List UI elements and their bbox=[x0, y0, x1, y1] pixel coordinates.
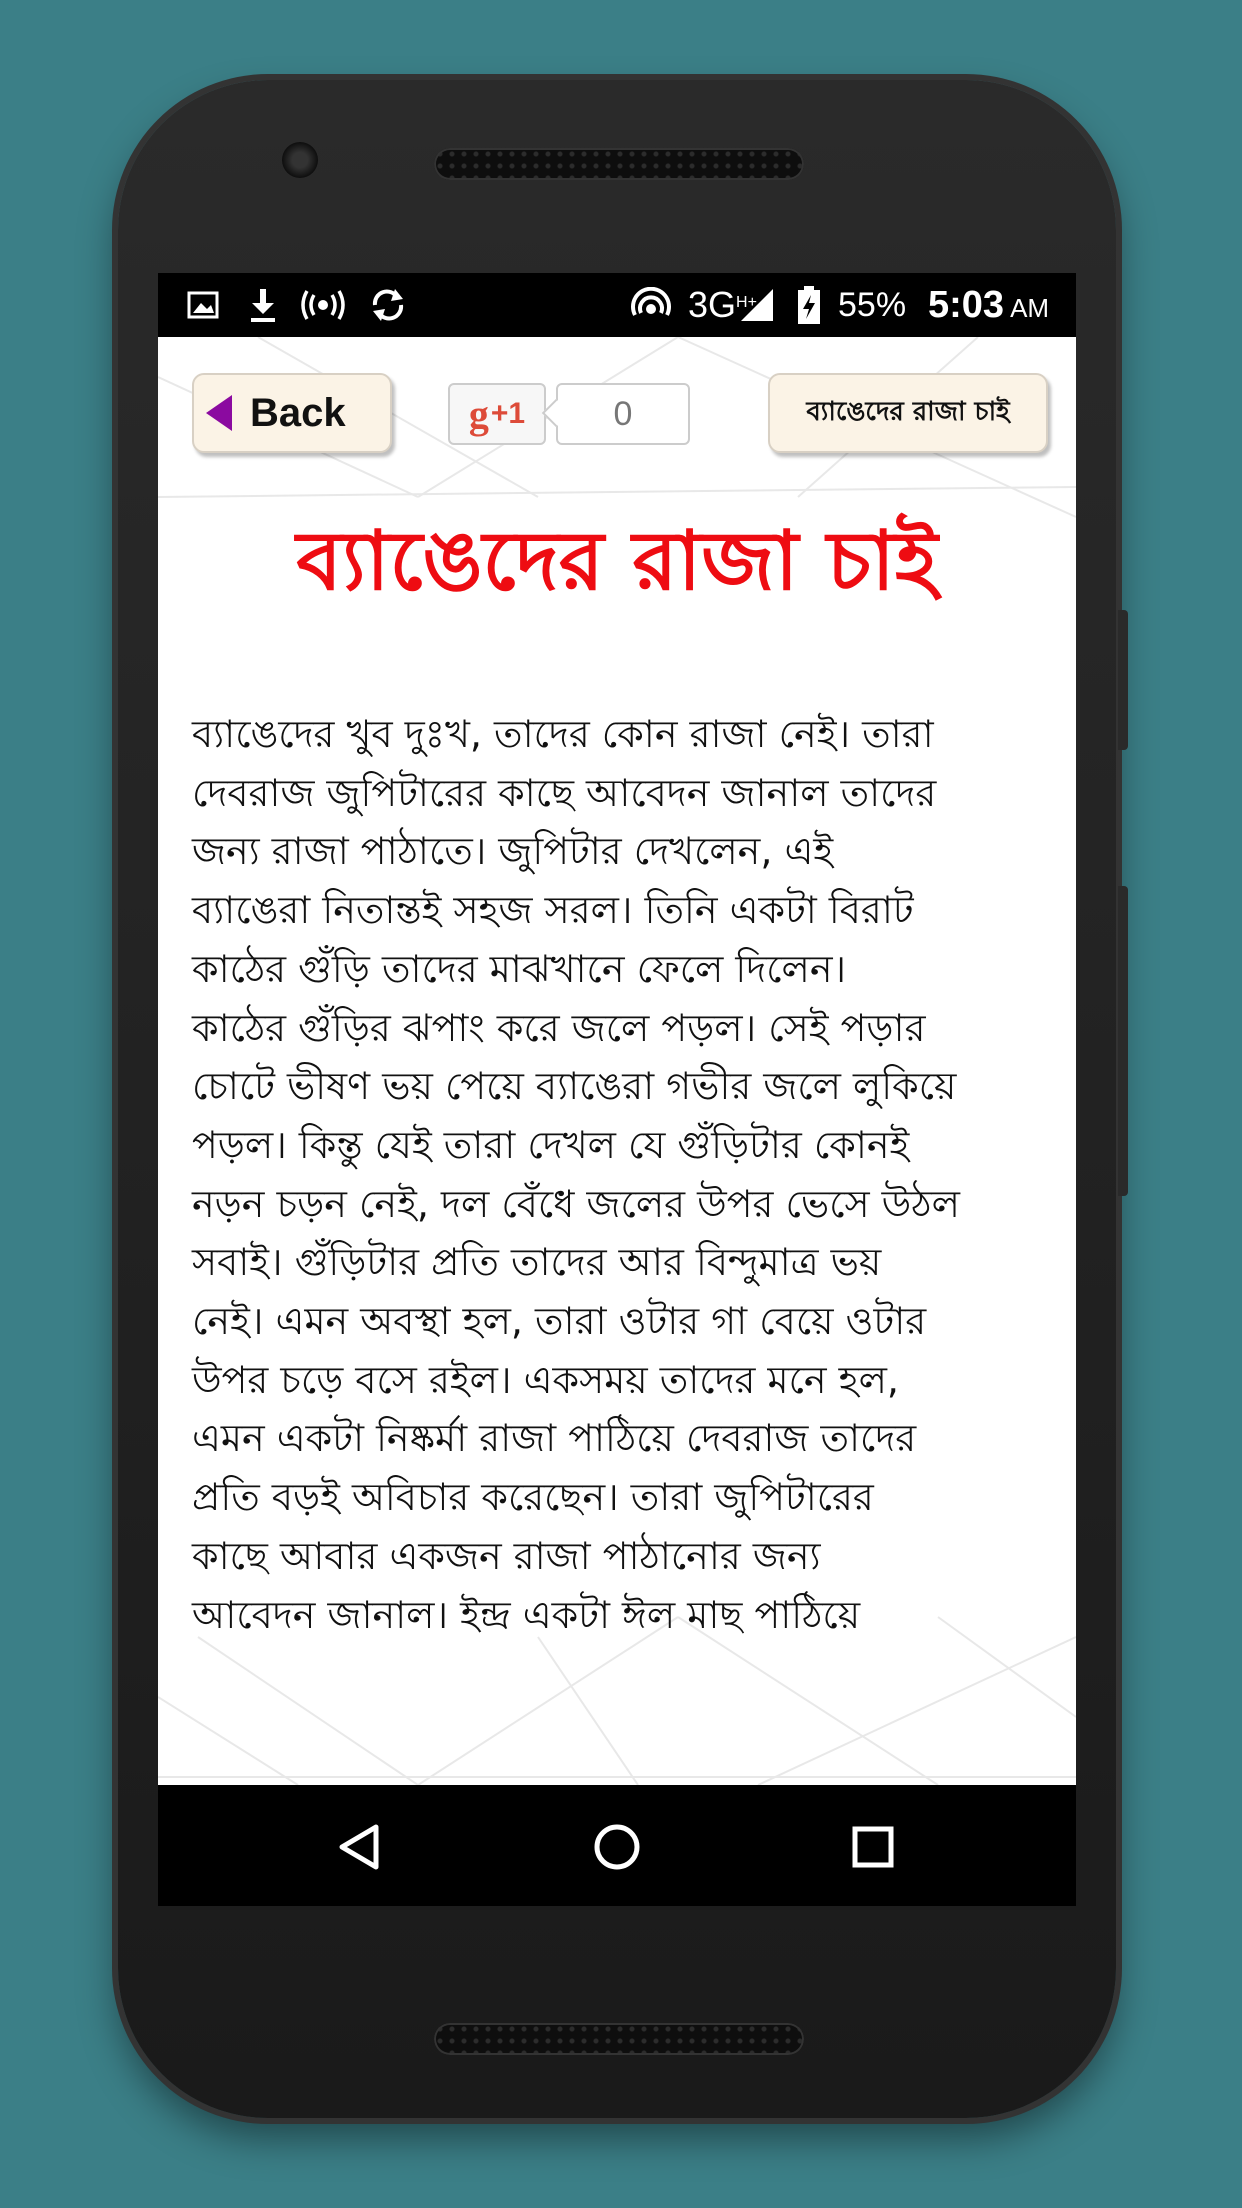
plus-one-count: 0 bbox=[556, 383, 690, 445]
navigation-bar bbox=[158, 1785, 1076, 1906]
story-line: কাছে আবার একজন রাজা পাঠানোর জন্য bbox=[192, 1533, 821, 1578]
story-line: ব্যাঙেরা নিতান্তই সহজ সরল। তিনি একটা বিরাট bbox=[192, 888, 914, 933]
network-type: $3G^{H+}$ bbox=[688, 284, 757, 325]
story-line: প্রতি বড়ই অবিচার করেছেন। তারা জুপিটারের bbox=[192, 1475, 874, 1520]
top-speaker bbox=[434, 148, 804, 180]
home-circle-icon[interactable] bbox=[585, 1815, 649, 1879]
recents-square-icon[interactable] bbox=[841, 1815, 905, 1879]
wifi-icon bbox=[630, 285, 672, 325]
power-button bbox=[1118, 886, 1128, 1196]
back-arrow-icon bbox=[206, 395, 232, 431]
story-line: কাঠের গুঁড়ির ঝপাং করে জলে পড়ল। সেই পড়ার bbox=[192, 1005, 926, 1050]
back-button-label: Back bbox=[250, 390, 346, 435]
back-triangle-icon[interactable] bbox=[328, 1815, 392, 1879]
google-plus-icon: g bbox=[468, 391, 489, 437]
story-line: দেবরাজ জুপিটারের কাছে আবেদন জানাল তাদের bbox=[192, 770, 937, 815]
story-title-button[interactable]: ব্যাঙেদের রাজা চাই bbox=[768, 373, 1048, 453]
story-line: আবেদন জানাল। ইন্দ্র একটা ঈল মাছ পাঠিয়ে bbox=[192, 1592, 861, 1637]
status-bar bbox=[158, 273, 1076, 337]
google-plus-one-button[interactable] bbox=[448, 383, 546, 445]
screen bbox=[158, 273, 1076, 1906]
story-line: কাঠের গুঁড়ি তাদের মাঝখানে ফেলে দিলেন। bbox=[192, 946, 847, 991]
sync-icon bbox=[368, 285, 408, 325]
back-button[interactable] bbox=[192, 373, 392, 453]
story-line: সবাই। গুঁড়িটার প্রতি তাদের আর বিন্দুমাত্র ভয় bbox=[192, 1240, 882, 1285]
image-icon bbox=[186, 285, 220, 325]
google-plus-suffix: +1 bbox=[490, 397, 526, 430]
app-content bbox=[158, 337, 1076, 1785]
story-line: এমন একটা নিষ্কর্মা রাজা পাঠিয়ে দেবরাজ তাদের bbox=[192, 1416, 917, 1461]
battery-icon bbox=[794, 285, 824, 325]
story-line: উপর চড়ে বসে রইল। একসময় তাদের মনে হল, bbox=[192, 1357, 900, 1402]
story-line: চোটে ভীষণ ভয় পেয়ে ব্যাঙেরা গভীর জলে লুকিয়ে bbox=[192, 1064, 957, 1109]
story-line: নেই। এমন অবস্থা হল, তারা ওটার গা বেয়ে ওটার bbox=[192, 1299, 927, 1344]
bottom-speaker bbox=[434, 2023, 804, 2055]
story-line: নড়ন চড়ন নেই, দল বেঁধে জলের উপর ভেসে উঠল bbox=[192, 1181, 960, 1226]
story-line: ব্যাঙেদের খুব দুঃখ, তাদের কোন রাজা নেই। তারা bbox=[192, 712, 934, 756]
story-line: জন্য রাজা পাঠাতে। জুপিটার দেখলেন, এই bbox=[192, 829, 834, 874]
story-body bbox=[192, 705, 1052, 1644]
clock: 5:03 AM bbox=[928, 284, 1050, 326]
battery-percent: 55% bbox=[838, 286, 907, 324]
story-line: পড়ল। কিন্তু যেই তারা দেখল যে গুঁড়িটার কোনই bbox=[192, 1122, 910, 1167]
volume-button bbox=[1118, 610, 1128, 750]
download-icon bbox=[246, 285, 280, 325]
story-title: ব্যাঙেদের রাজা চাই bbox=[296, 514, 938, 609]
hotspot-icon bbox=[300, 285, 346, 325]
signal-icon bbox=[738, 285, 776, 325]
front-camera bbox=[282, 142, 318, 178]
